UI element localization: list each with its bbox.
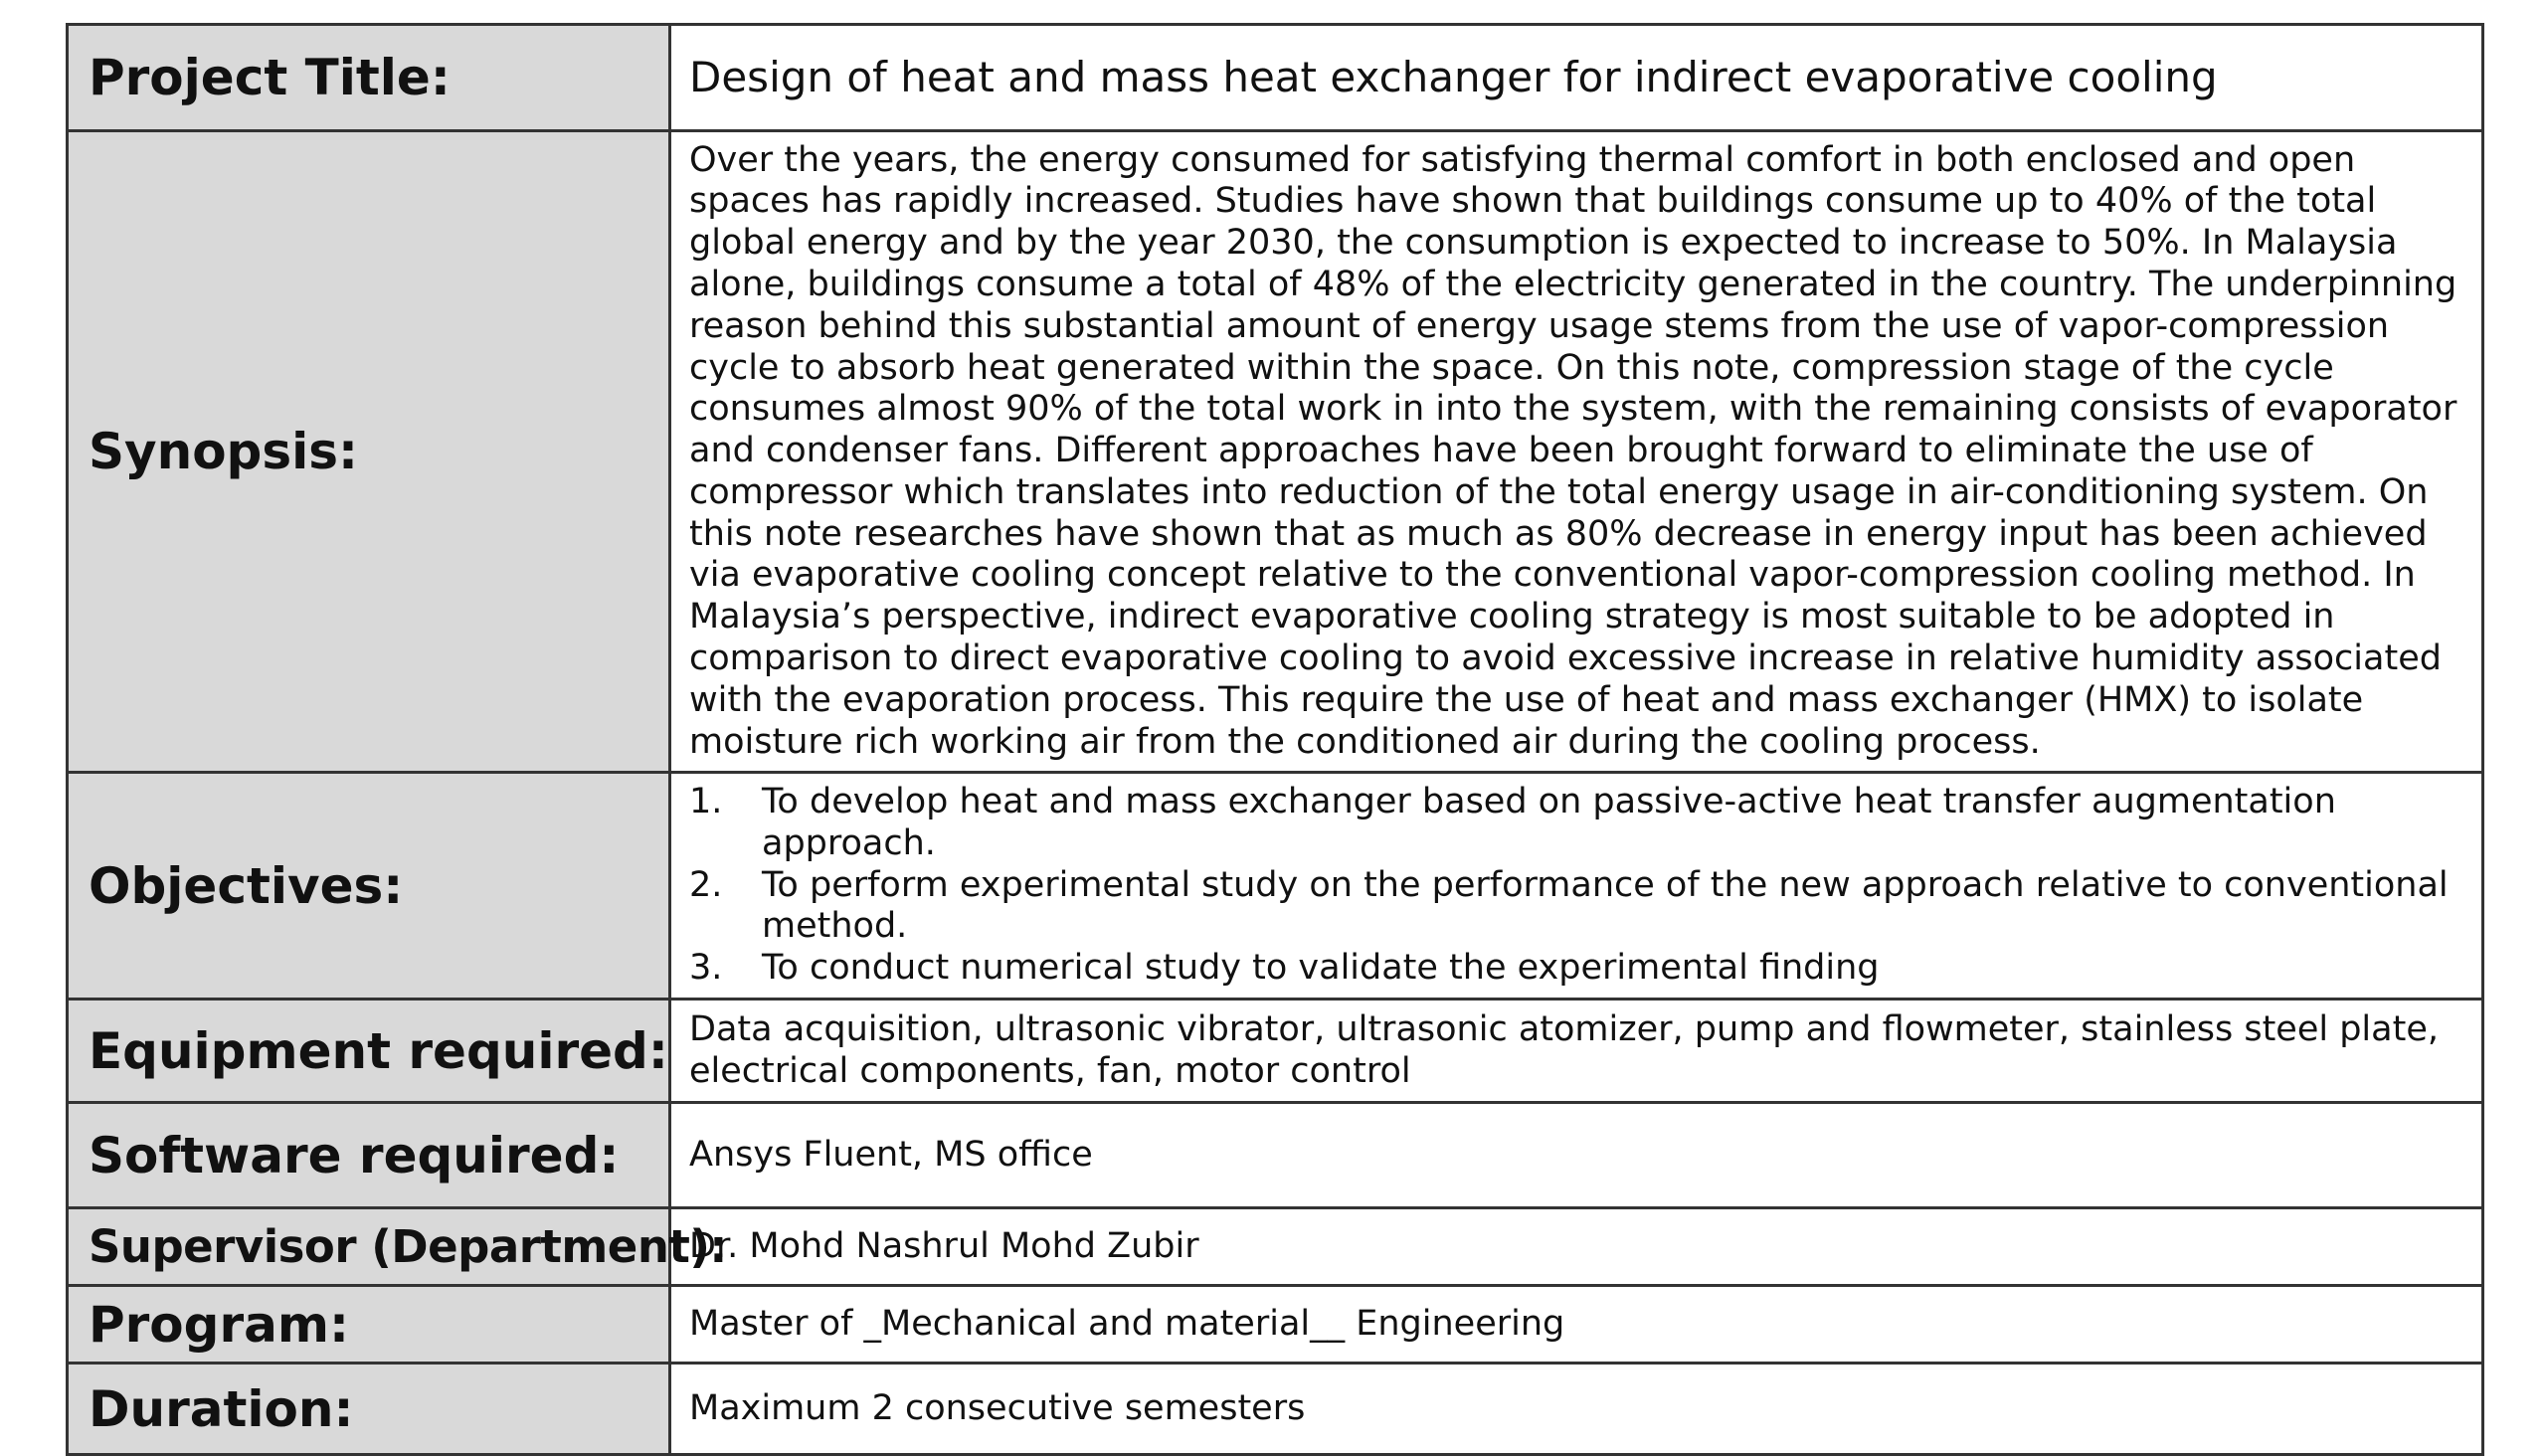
objectives-list	[689, 782, 2459, 990]
project-title-label: Project Title:	[68, 25, 670, 131]
row-synopsis	[68, 131, 2483, 773]
equipment-value: Data acquisition, ultrasonic vibrator, ultrasonic atomizer, pump and flowmeter, stainless steel plate, electrical components, fan, motor control	[670, 1000, 2483, 1103]
software-value: Ansys Fluent, MS office	[670, 1103, 2483, 1208]
software-label: Software required:	[68, 1103, 670, 1208]
supervisor-value: Dr. Mohd Nashrul Mohd Zubir	[670, 1208, 2483, 1286]
row-project-title	[68, 25, 2483, 131]
supervisor-label: Supervisor (Department):	[68, 1208, 670, 1286]
duration-label: Duration:	[68, 1364, 670, 1455]
duration-value: Maximum 2 consecutive semesters	[670, 1364, 2483, 1455]
objective-number: 1.	[689, 782, 723, 821]
row-equipment	[68, 1000, 2483, 1103]
row-duration	[68, 1364, 2483, 1455]
row-supervisor	[68, 1208, 2483, 1286]
objective-item	[689, 782, 2459, 865]
program-value: Master of _Mechanical and material__ Engineering	[670, 1286, 2483, 1364]
objective-text: To develop heat and mass exchanger based on passive-active heat transfer augmentation approach.	[762, 782, 2336, 863]
objective-text: To conduct numerical study to validate the experimental finding	[762, 948, 1880, 989]
row-software	[68, 1103, 2483, 1208]
project-info-table	[66, 23, 2484, 1456]
equipment-label: Equipment required:	[68, 1000, 670, 1103]
row-program	[68, 1286, 2483, 1364]
synopsis-label: Synopsis:	[68, 131, 670, 773]
objective-item	[689, 948, 2459, 990]
objectives-value	[670, 773, 2483, 1000]
program-label: Program:	[68, 1286, 670, 1364]
objective-number: 2.	[689, 864, 723, 905]
objective-item	[689, 865, 2459, 949]
objective-number: 3.	[689, 948, 723, 989]
synopsis-value: Over the years, the energy consumed for satisfying thermal comfort in both enclosed and open spaces has rapidly increased. Studies have shown that buildings consume up to 40% of the total global energy and by the year 2030, the consumption is expected to increase to 50%. In Malaysia alone, buildings consume a total of 48% of the electricity generated in the country. The underpinning reason behind this substantial amount of energy usage stems from the use of vapor-compression cycle to absorb heat generated within the space. On this note, compression stage of the cycle consumes almost 90% of the total work in into the system, with the remaining consists of evaporator and condenser fans. Different approaches have been brought forward to eliminate the use of compressor which translates into reduction of the total energy usage in air-conditioning system. On this note researches have shown that as much as 80% decrease in energy input has been achieved via evaporative cooling concept relative to the conventional vapor-compression cooling method. In Malaysia’s perspective, indirect evaporative cooling strategy is most suitable to be adopted in comparison to direct evaporative cooling to avoid excessive increase in relative humidity associated with the evaporation process. This require the use of heat and mass exchanger (HMX) to isolate moisture rich working air from the conditioned air during the cooling process.	[670, 131, 2483, 773]
row-objectives	[68, 773, 2483, 1000]
project-title-value: Design of heat and mass heat exchanger for indirect evaporative cooling	[670, 25, 2483, 131]
objective-text: To perform experimental study on the performance of the new approach relative to conventional method.	[762, 864, 2449, 947]
objectives-label: Objectives:	[68, 773, 670, 1000]
